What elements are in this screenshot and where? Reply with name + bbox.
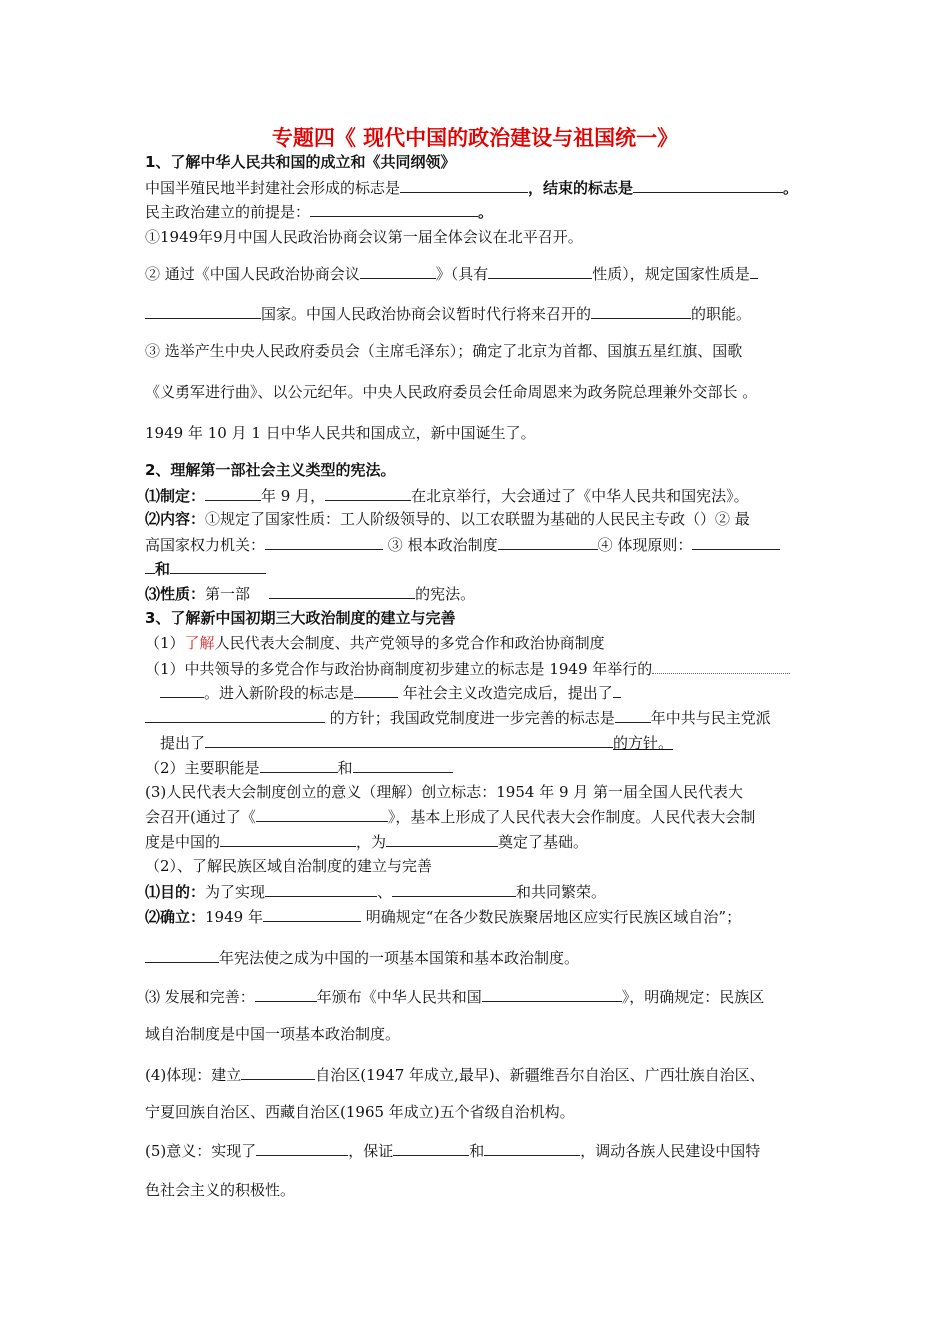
text: 年宪法使之成为中国的一项基本国策和基本政治制度。 — [219, 949, 580, 967]
s3-sub-1 — [145, 633, 605, 653]
text: 在北京举行，大会通过了《中华人民共和国宪法》。 — [411, 487, 749, 505]
s3-tixian — [145, 1064, 765, 1085]
blank[interactable] — [325, 485, 411, 501]
text: 。进入新阶段的标志是 — [204, 684, 355, 702]
section-2-heading: 2、理解第一部社会主义类型的宪法。 — [145, 461, 396, 479]
text: 奠定了基础。 — [498, 833, 589, 851]
s1-point-1: ①1949年9月中国人民政治协商会议第一届全体会议在北平召开。 — [145, 228, 583, 246]
text: 第一部 — [205, 585, 251, 603]
blank[interactable] — [260, 757, 338, 773]
text: (4)体现：建立 — [145, 1066, 242, 1084]
s3-line-b3 — [145, 707, 771, 728]
s3-line-c — [145, 757, 453, 778]
label: ⑵内容： — [145, 510, 206, 528]
blank[interactable] — [360, 263, 436, 279]
blank[interactable] — [263, 906, 361, 922]
blank[interactable] — [613, 682, 621, 698]
text: 的方针。 — [613, 734, 674, 752]
text: 中国半殖民地半封建社会形成的标志是 — [145, 179, 401, 197]
text: 年中共与民主党派 — [650, 709, 771, 727]
blank[interactable] — [310, 201, 478, 217]
text: 性质），规定国家性质是 — [592, 265, 750, 283]
s2-zhiding — [145, 485, 749, 506]
text: 、 — [377, 883, 393, 901]
label: ⑶性质： — [145, 585, 206, 603]
blank[interactable] — [265, 534, 383, 550]
s3-yiyi — [145, 1140, 760, 1161]
s3-mudi — [145, 881, 606, 902]
blank[interactable] — [170, 558, 266, 574]
s2-neirong-cont-2 — [145, 558, 266, 579]
blank[interactable] — [205, 732, 613, 748]
blank[interactable] — [652, 658, 790, 674]
text: 会召开(通过了《 — [145, 808, 256, 826]
text: ，为 — [356, 833, 387, 851]
blank[interactable] — [692, 534, 780, 550]
s1-point-2 — [145, 263, 758, 284]
text: 。 — [478, 203, 494, 221]
text: 》（具有 — [435, 265, 489, 283]
text: 度是中国的 — [145, 833, 221, 851]
blank[interactable] — [241, 1064, 315, 1080]
text: 国家。中国人民政治协商会议暂时代行将来召开的 — [261, 305, 592, 323]
text: 明确规定“在各少数民族聚居地区应实行民族区域自治”； — [365, 908, 742, 926]
text: 了解 — [184, 634, 215, 652]
blank[interactable] — [386, 831, 498, 847]
s3-line-b4 — [160, 732, 673, 753]
s3-line-b2 — [160, 682, 621, 703]
text: （2）主要职能是 — [145, 759, 260, 777]
blank[interactable] — [256, 806, 388, 822]
section-3-heading: 3、了解新中国初期三大政治制度的建立与完善 — [145, 609, 456, 627]
s1-point-3: ③ 选举产生中央人民政府委员会（主席毛泽东）；确定了北京为首都、国旗五星红旗、国歌 — [145, 342, 743, 360]
blank[interactable] — [269, 583, 415, 599]
label: ⑵确立： — [145, 908, 206, 926]
text: （1） — [145, 634, 185, 652]
text: 人民代表大会制度、共产党领导的多党合作和政治协商制度 — [214, 634, 605, 652]
text: 和 — [155, 560, 171, 578]
text: (5)意义：实现了 — [145, 1142, 257, 1160]
blank[interactable] — [160, 682, 204, 698]
blank[interactable] — [393, 1140, 469, 1156]
s1-line-1 — [145, 177, 798, 198]
blank[interactable] — [482, 986, 622, 1002]
s3-line-d1: (3)人民代表大会制度创立的意义（理解）创立标志：1954 年 9 月 第一届全国人民代表大 — [145, 783, 744, 801]
text: 高国家权力机关： — [145, 536, 266, 554]
blank[interactable] — [591, 303, 691, 319]
blank[interactable] — [145, 707, 325, 723]
s3-fazhan — [145, 986, 764, 1007]
s1-founding: 1949 年 10 月 1 日中华人民共和国成立，新中国诞生了。 — [145, 424, 536, 442]
blank[interactable] — [354, 682, 398, 698]
s1-point-3-cont: 《义勇军进行曲》、以公元纪年。中央人民政府委员会任命周恩来为政务院总理兼外交部长 。 — [145, 383, 758, 401]
text: （1）中共领导的多党合作与政治协商制度初步建立的标志是 1949 年举行的 — [145, 660, 653, 678]
blank[interactable] — [220, 831, 356, 847]
s3-queli-cont — [145, 947, 579, 968]
text: 的宪法。 — [415, 585, 476, 603]
text: 。 — [783, 179, 799, 197]
text: 和共同繁荣。 — [516, 883, 607, 901]
s3-sub-2: （2）、了解民族区域自治制度的建立与完善 — [145, 857, 433, 875]
text: ④ 体现原则： — [597, 536, 693, 554]
text: 和 — [337, 759, 353, 777]
s3-line-b1 — [145, 658, 790, 679]
blank[interactable] — [145, 303, 261, 319]
text: 年社会主义改造完成后，提出了 — [402, 684, 613, 702]
text: 提出了 — [160, 734, 206, 752]
text: ，保证 — [348, 1142, 394, 1160]
section-1-heading: 1、了解中华人民共和国的成立和《共同纲领》 — [145, 153, 456, 171]
text: 的方针；我国政党制度进一步完善的标志是 — [329, 709, 615, 727]
text: 》，明确规定：民族区 — [621, 988, 765, 1006]
text: 为了实现 — [205, 883, 266, 901]
blank[interactable] — [488, 263, 592, 279]
blank[interactable] — [615, 707, 651, 723]
text: 和 — [469, 1142, 485, 1160]
s3-yiyi-cont: 色社会主义的积极性。 — [145, 1181, 296, 1199]
s2-neirong-cont — [145, 534, 780, 555]
text: ② 通过《中国人民政治协商会议 — [145, 265, 360, 283]
blank[interactable] — [484, 1140, 580, 1156]
text: 自治区(1947 年成立,最早)、新疆维吾尔自治区、广西壮族自治区、 — [315, 1066, 765, 1084]
text: 》，基本上形成了人民代表大会作制度。人民代表大会制 — [387, 808, 756, 826]
label: ⑴目的： — [145, 883, 206, 901]
s1-point-2-cont — [145, 303, 751, 324]
blank[interactable] — [353, 757, 453, 773]
blank[interactable] — [265, 881, 377, 897]
blank[interactable] — [392, 881, 516, 897]
s3-line-d3 — [145, 831, 588, 852]
text: ③ 根本政治制度 — [387, 536, 498, 554]
s3-line-d2 — [145, 806, 755, 827]
s3-tixian-cont: 宁夏回族自治区、西藏自治区(1965 年成立)五个省级自治机构。 — [145, 1103, 575, 1121]
blank[interactable] — [750, 263, 758, 279]
text: ①规定了国家性质：工人阶级领导的、以工农联盟为基础的人民民主专政（）② 最 — [205, 510, 750, 528]
text: 民主政治建立的前提是： — [145, 203, 311, 221]
s3-queli — [145, 906, 741, 927]
text: 的职能。 — [691, 305, 752, 323]
s2-xingzhi — [145, 583, 475, 604]
blank[interactable] — [145, 558, 155, 574]
label: ⑴制定： — [145, 487, 206, 505]
page-title: 专题四《 现代中国的政治建设与祖国统一》 — [271, 126, 679, 150]
blank[interactable] — [498, 534, 598, 550]
blank[interactable] — [633, 177, 783, 193]
s1-line-2 — [145, 201, 493, 222]
s3-fazhan-cont: 域自治制度是中国一项基本政治制度。 — [145, 1025, 401, 1043]
blank[interactable] — [255, 986, 317, 1002]
blank[interactable] — [145, 947, 219, 963]
blank[interactable] — [256, 1140, 348, 1156]
text: 年颁布《中华人民共和国 — [316, 988, 482, 1006]
text: ，结束的标志是 — [528, 179, 634, 197]
blank[interactable] — [400, 177, 528, 193]
s2-neirong — [145, 509, 750, 529]
text: 1949 年 — [205, 908, 263, 926]
text: ⑶ 发展和完善： — [145, 988, 255, 1006]
blank[interactable] — [205, 485, 261, 501]
text: ，调动各族人民建设中国特 — [580, 1142, 761, 1160]
text: 年 9 月， — [261, 487, 326, 505]
